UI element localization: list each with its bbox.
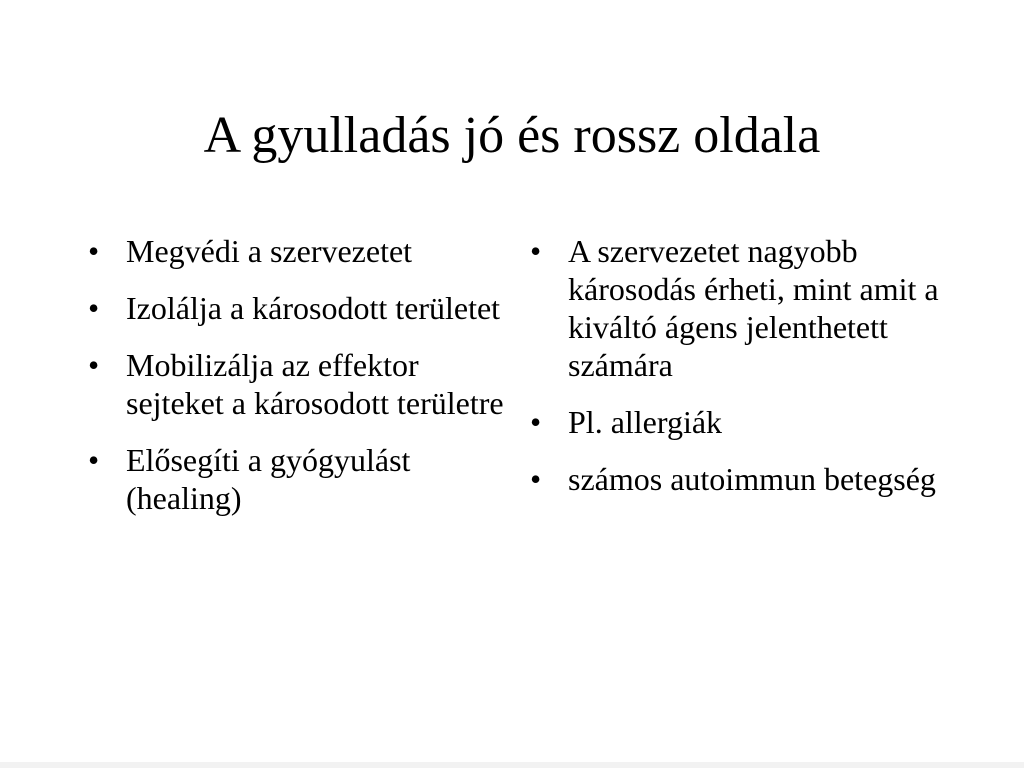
bullet-icon: • xyxy=(530,404,542,440)
bottom-divider xyxy=(0,762,1024,768)
list-item xyxy=(88,289,508,327)
list-item xyxy=(530,403,960,441)
list-item xyxy=(530,460,960,498)
list-item xyxy=(88,232,508,270)
list-item-text: számos autoimmun betegség xyxy=(568,461,936,497)
list-item xyxy=(88,346,508,422)
bullet-icon: • xyxy=(88,442,100,478)
bullet-icon: • xyxy=(88,290,100,326)
list-item-text: Elősegíti a gyógyulást (healing) xyxy=(126,442,411,516)
left-bullet-list xyxy=(88,232,508,536)
bullet-icon: • xyxy=(88,347,100,383)
list-item-text: A szervezetet nagyobb károsodás érheti, mint amit a kiváltó ágens jelenthetett számára xyxy=(568,233,939,383)
right-bullet-list xyxy=(530,232,960,517)
bullet-icon: • xyxy=(88,233,100,269)
list-item xyxy=(530,232,960,384)
list-item-text: Mobilizálja az effektor sejteket a károsodott területre xyxy=(126,347,504,421)
list-item-text: Izolálja a károsodott területet xyxy=(126,290,501,326)
slide-title: A gyulladás jó és rossz oldala xyxy=(203,107,821,164)
list-item-text: Megvédi a szervezetet xyxy=(126,233,413,269)
bullet-icon: • xyxy=(530,461,542,497)
list-item xyxy=(88,441,508,517)
bullet-icon: • xyxy=(530,233,542,269)
list-item-text: Pl. allergiák xyxy=(568,404,723,440)
